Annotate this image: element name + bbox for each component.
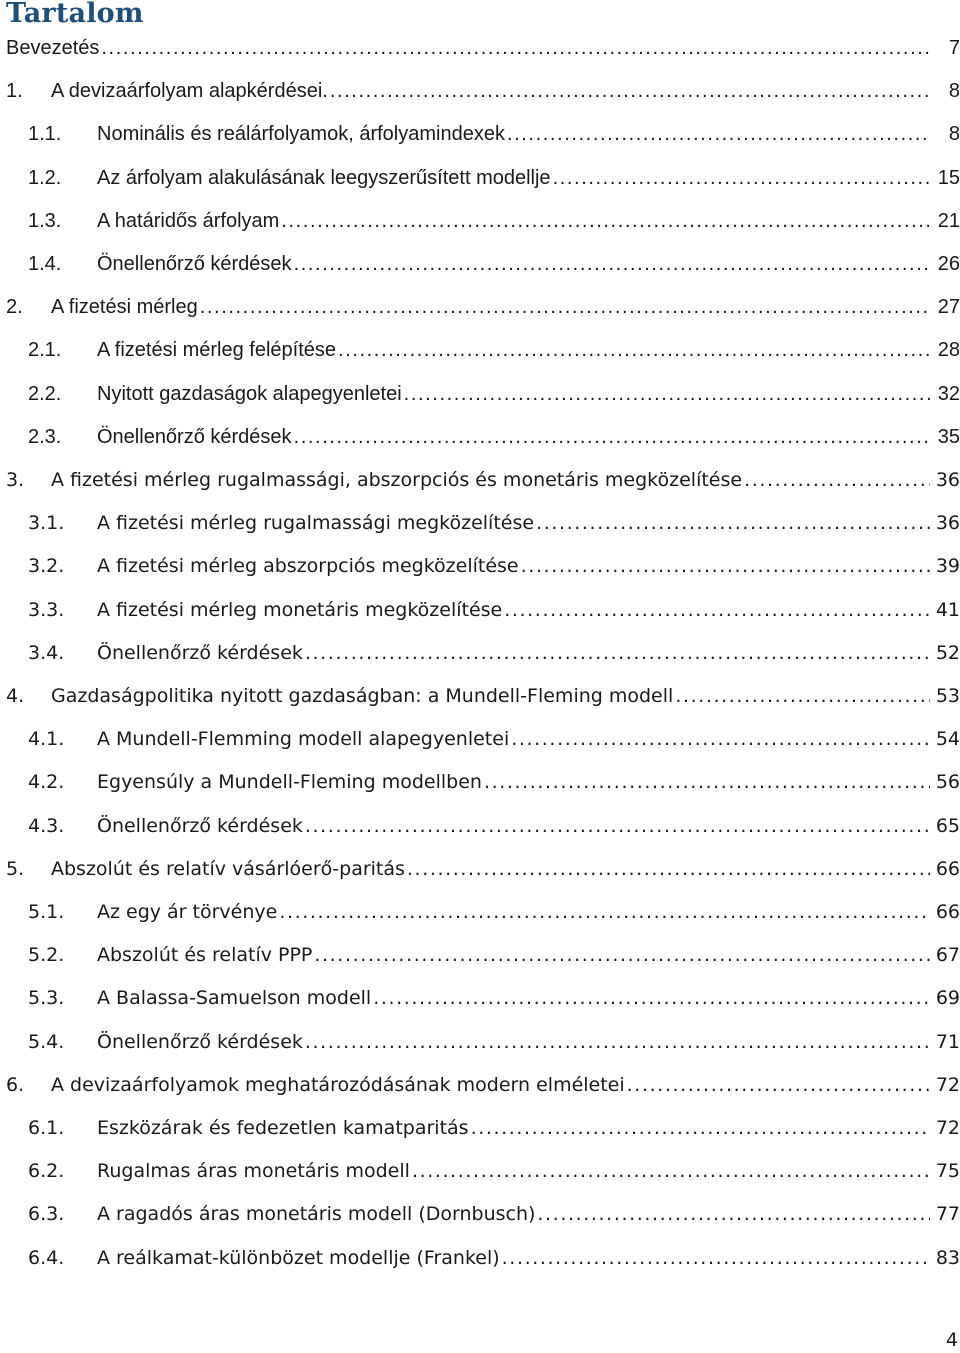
toc-entry-page: 66 bbox=[935, 857, 960, 880]
toc-entry-page: 72 bbox=[935, 1073, 960, 1096]
toc-entry-number: 6.4. bbox=[28, 1246, 65, 1269]
toc-entry[interactable] bbox=[28, 940, 960, 970]
toc-entry-number: 5. bbox=[6, 857, 25, 880]
toc-entry[interactable] bbox=[28, 119, 960, 149]
toc-entry-page: 77 bbox=[935, 1203, 960, 1226]
toc-entry[interactable] bbox=[6, 1070, 960, 1100]
dot-leader bbox=[675, 681, 930, 711]
toc-entry-number: 1. bbox=[6, 80, 23, 103]
toc-entry-page: 67 bbox=[935, 944, 960, 967]
toc-entry[interactable] bbox=[6, 681, 960, 711]
toc-entry-label: Az árfolyam alakulásának leegyszerűsített modellje bbox=[97, 166, 551, 189]
toc-entry[interactable] bbox=[28, 638, 960, 668]
toc-entry[interactable] bbox=[28, 767, 960, 797]
dot-leader bbox=[471, 1113, 930, 1143]
toc-entry-page: 7 bbox=[948, 37, 960, 59]
toc-entry-label: A fizetési mérleg bbox=[51, 296, 198, 319]
toc-entry-number: 5.4. bbox=[28, 1030, 65, 1053]
toc-entry-label: A fizetési mérleg rugalmassági, abszorpciós és monetáris megközelítése bbox=[51, 469, 743, 491]
toc-entry-label: A fizetési mérleg abszorpciós megközelítése bbox=[97, 555, 519, 578]
toc-entry[interactable] bbox=[28, 206, 960, 236]
toc-entry-label: Önellenőrző kérdések bbox=[97, 425, 292, 448]
toc-entry-page: 69 bbox=[935, 987, 960, 1010]
toc-entry-number: 2.1. bbox=[28, 339, 62, 362]
toc-entry-label: Abszolút és relatív vásárlóerő-paritás bbox=[51, 857, 405, 880]
dot-leader bbox=[279, 897, 930, 927]
dot-leader bbox=[294, 249, 930, 279]
toc-entry-number: 5.1. bbox=[28, 901, 65, 923]
toc-entry[interactable] bbox=[6, 854, 960, 884]
dot-leader bbox=[536, 508, 930, 538]
toc-entry-label: A reálkamat-különbözet modellje (Frankel) bbox=[97, 1246, 500, 1269]
dot-leader bbox=[101, 33, 930, 63]
toc-entry[interactable] bbox=[6, 292, 960, 322]
dot-leader bbox=[305, 811, 930, 841]
toc-entry-page: 32 bbox=[937, 382, 960, 405]
toc-entry-label: Eszközárak és fedezetlen kamatparitás bbox=[97, 1117, 469, 1139]
toc-entry[interactable] bbox=[28, 983, 960, 1013]
dot-leader bbox=[281, 206, 930, 236]
toc-entry-page: 83 bbox=[935, 1246, 960, 1269]
toc-entry-page: 36 bbox=[935, 512, 960, 535]
toc-entry[interactable] bbox=[28, 1243, 960, 1273]
toc-entry[interactable] bbox=[28, 897, 960, 927]
toc-entry-label: A fizetési mérleg rugalmassági megközelítése bbox=[97, 512, 535, 535]
dot-leader bbox=[627, 1070, 930, 1100]
toc-entry-label: Az egy ár törvénye bbox=[97, 901, 278, 923]
toc-entry-label: A határidős árfolyam bbox=[97, 209, 280, 232]
toc-entry[interactable] bbox=[28, 379, 960, 409]
toc-entry[interactable] bbox=[28, 1027, 960, 1057]
toc-entry-label: Egyensúly a Mundell-Fleming modellben bbox=[97, 771, 482, 794]
toc-entry-label: Önellenőrző kérdések bbox=[97, 641, 303, 664]
dot-leader bbox=[507, 119, 930, 149]
toc-entry-label: Rugalmas áras monetáris modell bbox=[97, 1160, 410, 1183]
toc-entry-label: A Balassa-Samuelson modell bbox=[97, 987, 372, 1010]
toc-entry[interactable] bbox=[28, 1113, 960, 1143]
page-number: 4 bbox=[945, 1329, 958, 1351]
toc-entry-label: A devizaárfolyam alapkérdései. bbox=[51, 80, 328, 103]
dot-leader bbox=[521, 551, 930, 581]
toc-entry[interactable] bbox=[28, 249, 960, 279]
toc-entry-number: 2.2. bbox=[28, 382, 62, 405]
toc-entry-number: 3.4. bbox=[28, 641, 65, 664]
toc-entry-number: 6. bbox=[6, 1073, 25, 1096]
dot-leader bbox=[744, 465, 930, 495]
toc-entry-page: 28 bbox=[937, 339, 960, 362]
dot-leader bbox=[504, 595, 930, 625]
toc-entry-number: 3.2. bbox=[28, 555, 65, 578]
toc-entry-number: 5.3. bbox=[28, 987, 65, 1010]
toc-entry[interactable] bbox=[6, 465, 960, 495]
toc-entry-label: A ragadós áras monetáris modell (Dornbusch) bbox=[97, 1203, 536, 1226]
toc-entry[interactable] bbox=[28, 1156, 960, 1186]
toc-entry-page: 53 bbox=[935, 685, 960, 707]
toc-entry[interactable] bbox=[28, 163, 960, 193]
toc-entry-number: 3. bbox=[6, 469, 25, 491]
dot-leader bbox=[373, 983, 930, 1013]
dot-leader bbox=[330, 76, 930, 106]
dot-leader bbox=[305, 638, 930, 668]
dot-leader bbox=[294, 422, 930, 452]
toc-entry-label: Önellenőrző kérdések bbox=[97, 814, 303, 837]
toc-entry[interactable] bbox=[28, 335, 960, 365]
toc-entry-label: Önellenőrző kérdések bbox=[97, 253, 292, 275]
dot-leader bbox=[404, 379, 930, 409]
toc-entry-page: 72 bbox=[935, 1117, 960, 1139]
toc-entry-number: 1.2. bbox=[28, 166, 62, 189]
dot-leader bbox=[502, 1243, 930, 1273]
toc-entry-page: 26 bbox=[937, 253, 960, 275]
page-title: Tartalom bbox=[6, 0, 144, 29]
toc-entry-page: 36 bbox=[935, 469, 960, 491]
dot-leader bbox=[314, 940, 930, 970]
toc-entry-page: 21 bbox=[937, 209, 960, 232]
toc-entry[interactable] bbox=[28, 551, 960, 581]
toc-entry-label: Nyitott gazdaságok alapegyenletei bbox=[97, 382, 402, 405]
toc-entry[interactable] bbox=[6, 76, 960, 106]
dot-leader bbox=[200, 292, 930, 322]
toc-entry-page: 66 bbox=[935, 901, 960, 923]
toc-entry-page: 35 bbox=[937, 425, 960, 448]
toc-entry[interactable] bbox=[28, 508, 960, 538]
toc-entry-label: Nominális és reálárfolyamok, árfolyamindexek bbox=[97, 123, 505, 146]
toc-entry-page: 39 bbox=[935, 555, 960, 578]
dot-leader bbox=[553, 163, 930, 193]
toc-entry-page: 52 bbox=[935, 641, 960, 664]
toc-entry-number: 6.1. bbox=[28, 1117, 65, 1139]
toc-entry-page: 8 bbox=[948, 123, 960, 146]
toc-entry-number: 1.3. bbox=[28, 209, 62, 232]
toc-entry-page: 27 bbox=[937, 296, 960, 319]
toc-entry-page: 56 bbox=[935, 771, 960, 794]
toc-entry-number: 3.1. bbox=[28, 512, 65, 535]
toc-entry-number: 2.3. bbox=[28, 425, 62, 448]
toc-entry-page: 8 bbox=[948, 80, 960, 103]
toc-entry-page: 71 bbox=[935, 1030, 960, 1053]
toc-entry[interactable] bbox=[28, 595, 960, 625]
toc-entry-number: 6.2. bbox=[28, 1160, 65, 1183]
dot-leader bbox=[412, 1156, 930, 1186]
toc-entry-number: 4.1. bbox=[28, 728, 65, 751]
toc-entry[interactable] bbox=[28, 811, 960, 841]
toc-entry-label: A Mundell-Flemming modell alapegyenletei bbox=[97, 728, 510, 751]
toc-entry-number: 6.3. bbox=[28, 1203, 65, 1226]
toc-entry-label: A fizetési mérleg felépítése bbox=[97, 339, 337, 362]
toc-entry-number: 4.3. bbox=[28, 814, 65, 837]
dot-leader bbox=[511, 724, 930, 754]
toc-entry-page: 15 bbox=[937, 166, 960, 189]
toc-entry-page: 75 bbox=[935, 1160, 960, 1183]
toc-entry[interactable] bbox=[28, 724, 960, 754]
toc-entry-number: 5.2. bbox=[28, 944, 65, 967]
dot-leader bbox=[407, 854, 930, 884]
toc-entry-label: A fizetési mérleg monetáris megközelítése bbox=[97, 598, 503, 621]
dot-leader bbox=[484, 767, 930, 797]
toc-entry-number: 4. bbox=[6, 685, 25, 707]
toc-entry-label: A devizaárfolyamok meghatározódásának modern elméletei bbox=[51, 1073, 625, 1096]
toc-entry-number: 4.2. bbox=[28, 771, 65, 794]
toc-entry[interactable] bbox=[6, 33, 960, 63]
toc-entry-page: 65 bbox=[935, 814, 960, 837]
toc-entry-label: Önellenőrző kérdések bbox=[97, 1030, 303, 1053]
toc-entry-label: Abszolút és relatív PPP bbox=[97, 944, 313, 967]
toc-entry-label: Gazdaságpolitika nyitott gazdaságban: a Mundell-Fleming modell bbox=[51, 685, 674, 707]
toc-entry-number: 3.3. bbox=[28, 598, 65, 621]
toc-entry[interactable] bbox=[28, 422, 960, 452]
toc-entry-label: Bevezetés bbox=[6, 37, 100, 59]
toc-entry-number: 1.4. bbox=[28, 253, 62, 275]
dot-leader bbox=[338, 335, 930, 365]
dot-leader bbox=[305, 1027, 930, 1057]
toc-entry-number: 2. bbox=[6, 296, 23, 319]
dot-leader bbox=[537, 1199, 930, 1229]
toc-entry-page: 41 bbox=[935, 598, 960, 621]
toc-entry-page: 54 bbox=[935, 728, 960, 751]
toc-entry-number: 1.1. bbox=[28, 123, 62, 146]
toc-entry[interactable] bbox=[28, 1199, 960, 1229]
